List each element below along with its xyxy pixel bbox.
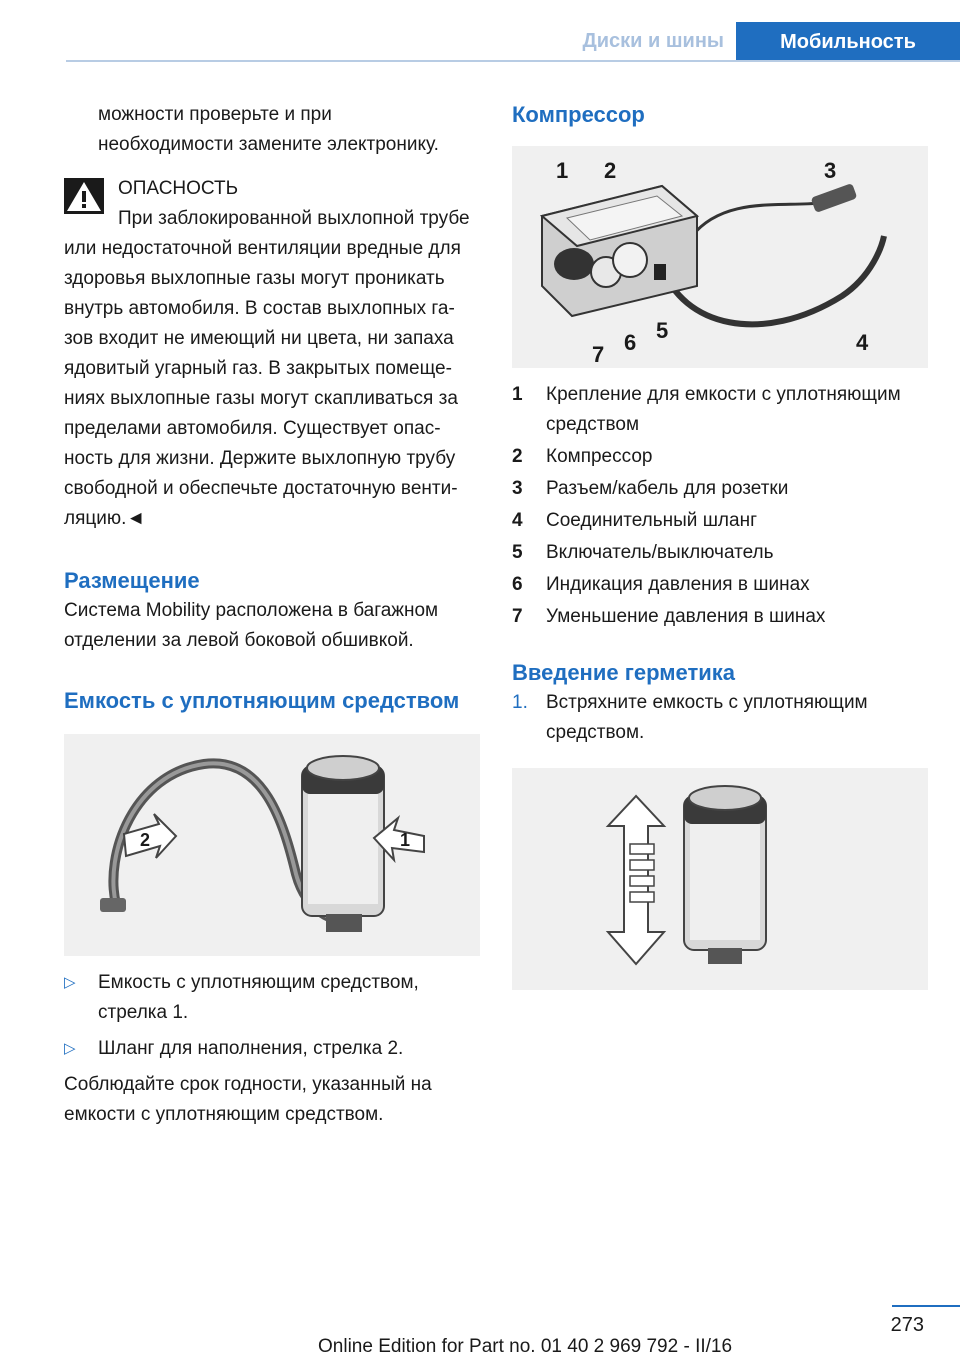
warning-line: свободной и обеспечьте достаточную венти‐	[64, 478, 458, 499]
figure-label: 5	[656, 318, 669, 343]
legend-item	[512, 474, 928, 504]
legend-item	[512, 570, 928, 600]
figure-label: 2	[140, 830, 151, 850]
sealant-tank-figure	[64, 734, 480, 956]
warning-title: ОПАСНОСТЬ	[118, 178, 239, 199]
tank-heading: Емкость с уплотняющим средством	[64, 688, 460, 713]
list-item	[64, 1034, 480, 1064]
warning-line: ность для жизни. Держите выхлопную трубу	[64, 448, 456, 469]
bullet-text: Шланг для наполнения, стрелка 2.	[98, 1038, 404, 1059]
bullet-text: Емкость с уплотняющим средством,	[98, 972, 419, 993]
legend-number: 6	[512, 574, 523, 595]
legend-text: Крепление для емкости с уплотняющим	[546, 384, 901, 405]
legend-number: 3	[512, 478, 523, 499]
sealant-heading: Введение герметика	[512, 660, 736, 685]
legend-text: Включатель/выключатель	[546, 542, 774, 563]
list-item	[64, 968, 480, 1028]
step-item	[512, 688, 928, 748]
danger-warning	[64, 174, 480, 534]
step-text: Встряхните емкость с уплотняющим	[546, 692, 868, 713]
left-column	[64, 100, 480, 1130]
legend-item	[512, 538, 928, 568]
shake-figure	[512, 768, 928, 990]
continuation-line: необходимости замените электронику.	[98, 134, 439, 155]
shake-illustration	[512, 768, 928, 990]
legend-text: Уменьшение давления в шинах	[546, 606, 826, 627]
chapter-tab[interactable]: Мобильность	[736, 22, 960, 62]
warning-line: ниях выхлопные газы могут скапливаться за	[64, 388, 458, 409]
step-number: 1.	[512, 692, 528, 713]
placement-text: отделении за левой боковой обшивкой.	[64, 630, 414, 651]
compressor-illustration	[512, 146, 928, 368]
compressor-legend	[512, 380, 928, 632]
legend-item	[512, 380, 928, 440]
footer-rule	[892, 1305, 960, 1307]
legend-number: 1	[512, 384, 523, 405]
figure-label: 2	[604, 158, 617, 183]
edition-note: Online Edition for Part no. 01 40 2 969 792 - II/16	[318, 1336, 733, 1357]
placement-text: Система Mobility расположена в багажном	[64, 600, 439, 621]
warning-line: зов входит не имеющий ни цвета, ни запаха	[64, 328, 454, 349]
step-text: средством.	[546, 722, 645, 743]
compressor-heading: Компрессор	[512, 102, 645, 127]
figure-label: 6	[624, 330, 637, 355]
warning-line: здоровья выхлопные газы могут проникать	[64, 268, 445, 289]
legend-number: 7	[512, 606, 523, 627]
legend-text: Компрессор	[546, 446, 653, 467]
tank-bullet-list	[64, 968, 480, 1064]
warning-line: внутрь автомобиля. В состав выхлопных га‐	[64, 298, 455, 319]
header-bar	[66, 0, 960, 62]
warning-line: пределами автомобиля. Существует опас‐	[64, 418, 441, 439]
header-rule	[66, 60, 960, 62]
figure-label: 1	[400, 830, 411, 850]
compressor-figure	[512, 146, 928, 368]
right-column	[512, 100, 928, 990]
warning-line: ляцию.◄	[64, 508, 146, 529]
warning-line: При заблокированной выхлопной трубе	[118, 208, 470, 229]
bullet-triangle-icon: ▷	[64, 1040, 76, 1057]
figure-label: 3	[824, 158, 837, 183]
legend-text: Разъем/кабель для розетки	[546, 478, 789, 499]
bullet-text: стрелка 1.	[98, 1002, 189, 1023]
legend-number: 2	[512, 446, 523, 467]
page-number: 273	[890, 1314, 924, 1336]
warning-triangle-icon	[64, 178, 104, 214]
sealant-tank-illustration	[64, 734, 480, 956]
section-tab[interactable]: Диски и шины	[582, 30, 724, 52]
continuation-line: можности проверьте и при	[98, 104, 332, 125]
legend-text: Соединительный шланг	[546, 510, 758, 531]
figure-label: 1	[556, 158, 569, 183]
legend-number: 5	[512, 542, 523, 563]
bullet-triangle-icon: ▷	[64, 974, 76, 991]
warning-line: ядовитый угарный газ. В закрытых помеще‐	[64, 358, 452, 379]
expiry-note: Соблюдайте срок годности, указанный на	[64, 1074, 432, 1095]
expiry-note: емкости с уплотняющим средством.	[64, 1104, 384, 1125]
legend-text: средством	[546, 414, 640, 435]
legend-item	[512, 442, 928, 472]
legend-item	[512, 506, 928, 536]
legend-item	[512, 602, 928, 632]
legend-number: 4	[512, 510, 523, 531]
figure-label: 4	[856, 330, 869, 355]
legend-text: Индикация давления в шинах	[546, 574, 810, 595]
placement-heading: Размещение	[64, 568, 200, 593]
figure-label: 7	[592, 342, 605, 367]
warning-line: или недостаточной вентиляции вредные для	[64, 238, 461, 259]
